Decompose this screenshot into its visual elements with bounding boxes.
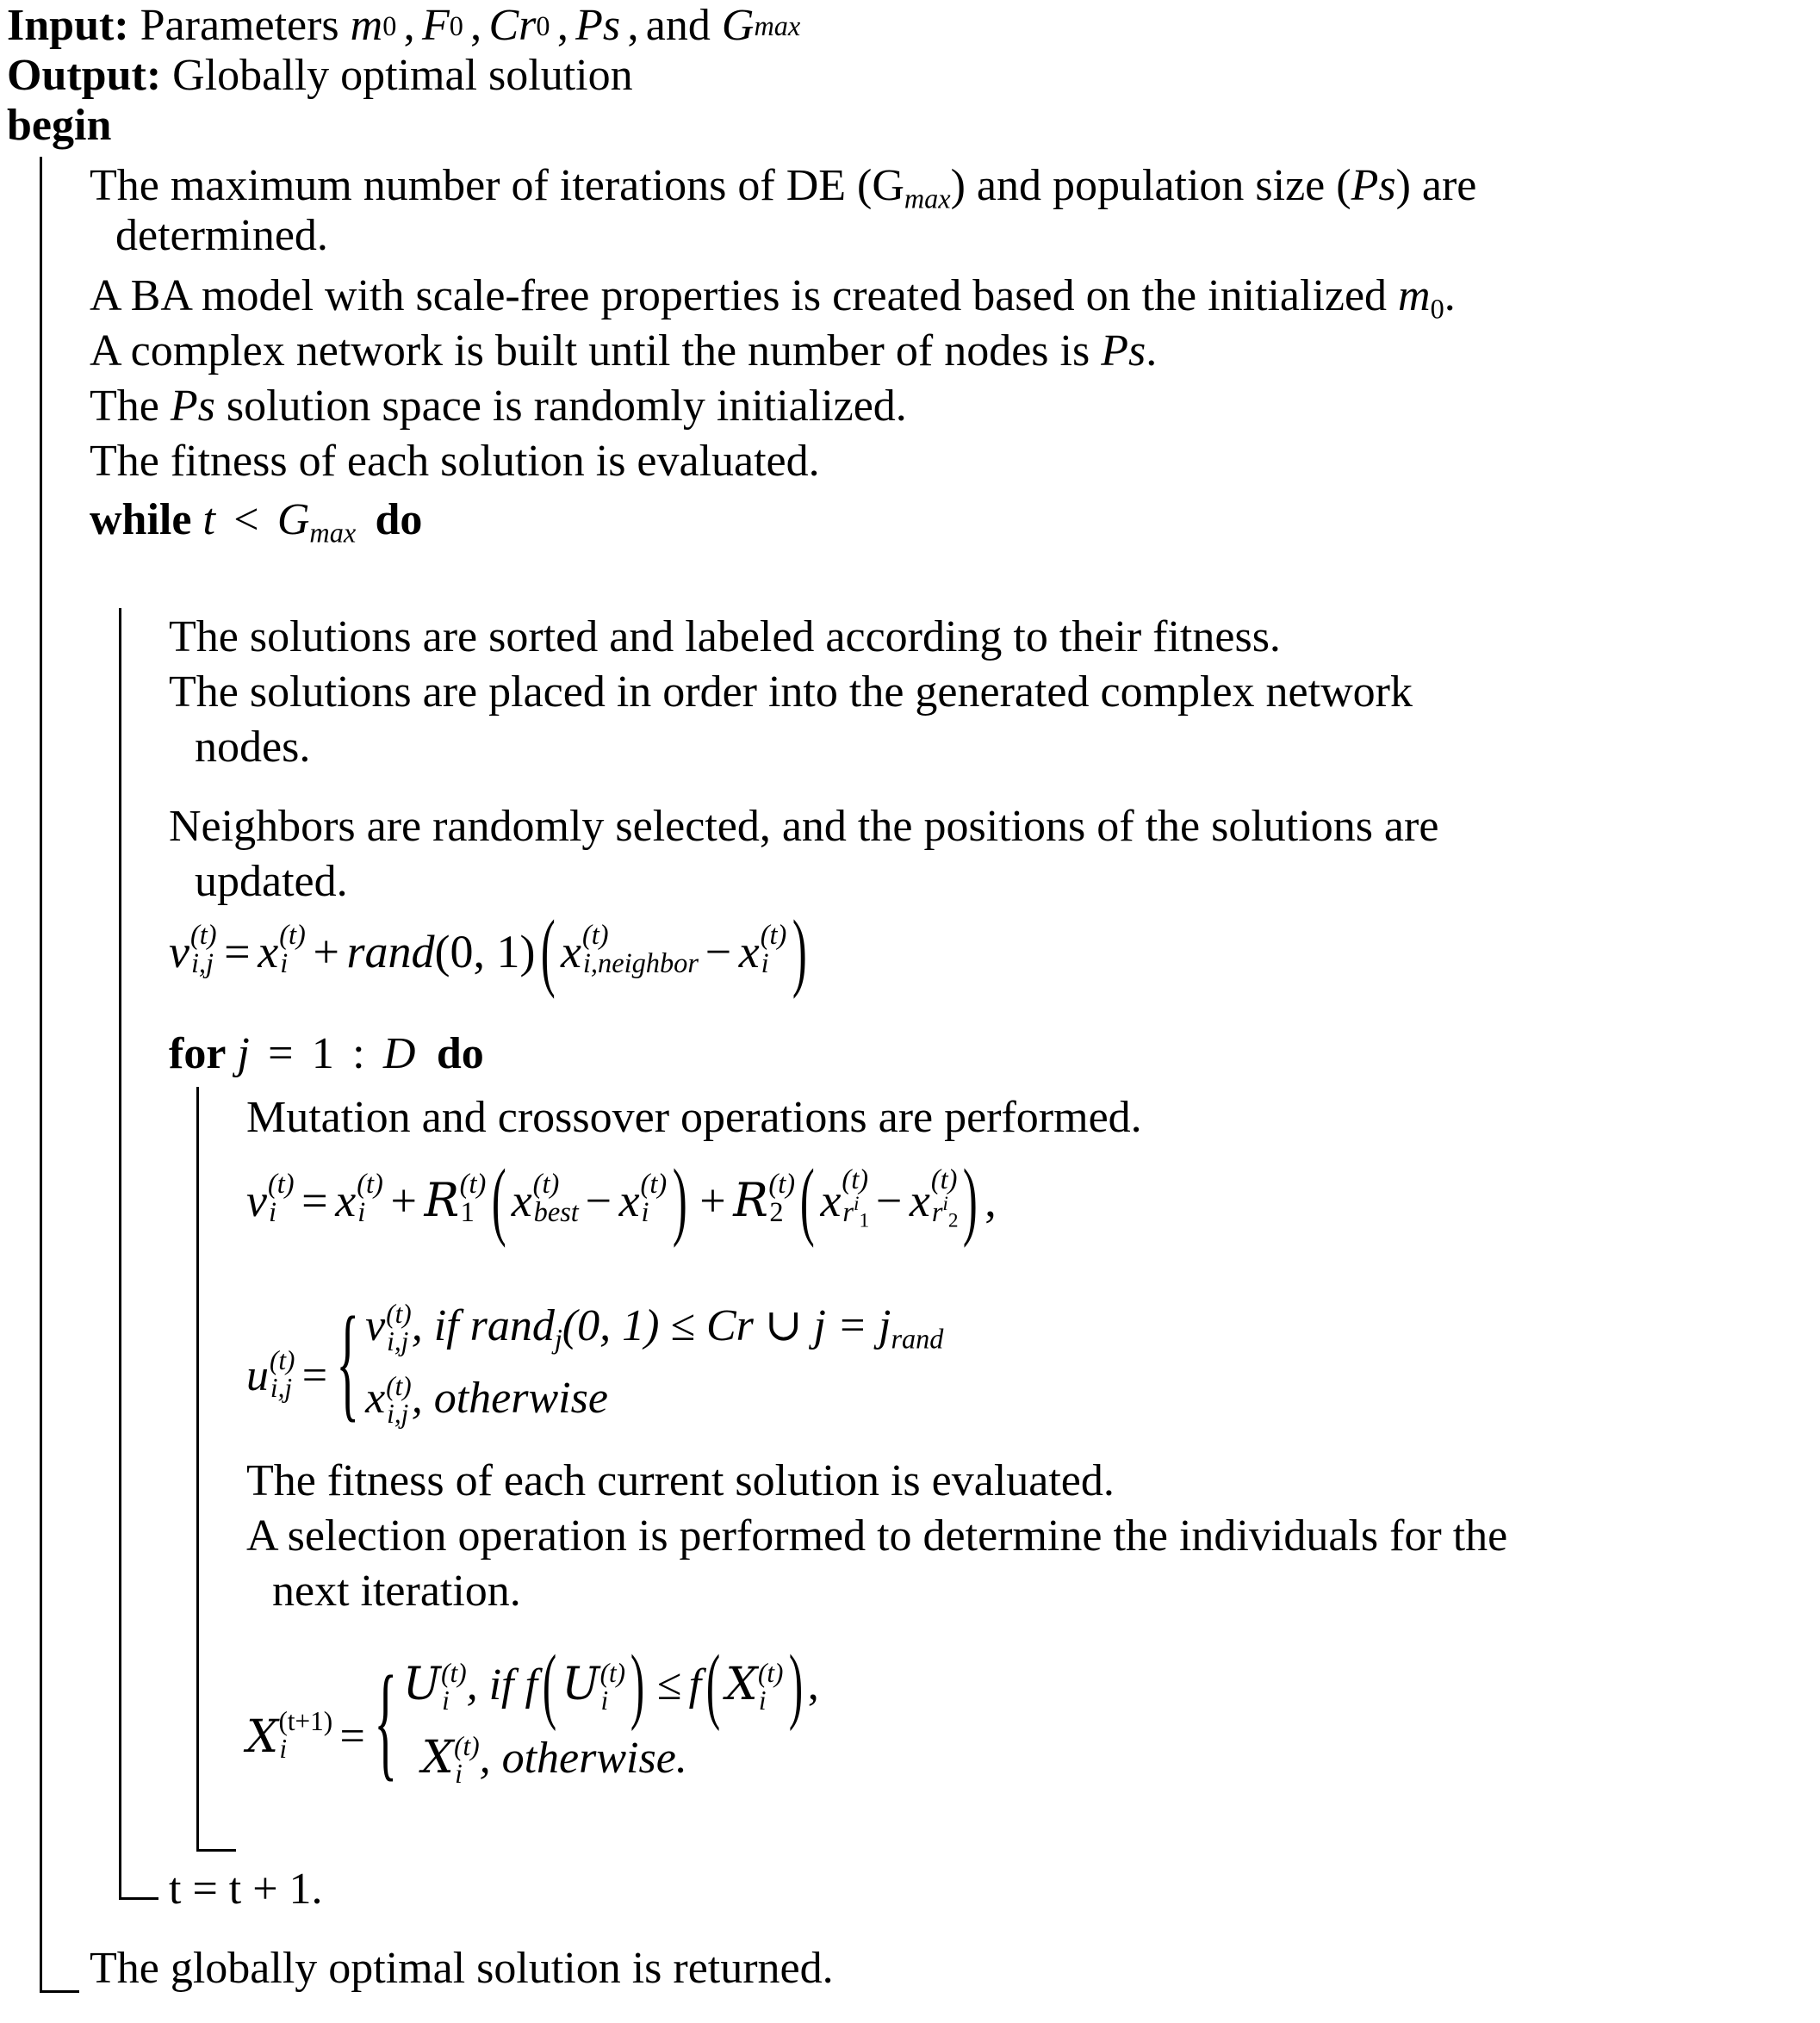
eq-vel-xi-sup: (t)	[760, 919, 787, 951]
while-do-keyword: do	[375, 495, 423, 544]
eq-cross-case1	[365, 1290, 943, 1362]
stmt-complex-network	[90, 326, 1158, 375]
eq-mut-xbest-sup: (t)	[532, 1168, 560, 1200]
output-text: Globally optimal solution	[172, 51, 633, 100]
eq-sel-case1-sup: (t)	[441, 1658, 467, 1689]
eq-cross-case2-otherwise: , otherwise	[411, 1374, 608, 1424]
eq-cross-case1-cond: (0, 1) ≤ Cr ∪ j = j	[562, 1301, 891, 1350]
eq-sel-case2	[403, 1722, 826, 1795]
eq-sel-case1-x-sup: (t)	[757, 1658, 784, 1689]
eq-vel-lhs-sup: (t)	[189, 919, 217, 951]
eq-vel-x-sup: (t)	[279, 919, 306, 951]
eq-cross-case1-randsub: j	[554, 1323, 562, 1355]
eq-mut-x-sup: (t)	[357, 1168, 383, 1200]
eq-cross-lhs-sup: (t)	[270, 1344, 295, 1375]
eq-vel-close-paren: )	[792, 902, 807, 1000]
eq-sel-case1: U (t) i , if f ( U (t) i ) ≤ f ( X (t) i ) ,	[403, 1648, 826, 1722]
eq-cross-case2	[365, 1362, 943, 1435]
while-var-g: G	[276, 495, 310, 544]
eq-vel-xi-sub: i	[761, 947, 769, 979]
eq-sel-case2-otherwise: , otherwise.	[479, 1734, 687, 1784]
eq-vel-xn-sup: (t)	[581, 919, 609, 951]
eq-mut-xi1-sub: i	[641, 1196, 649, 1228]
equation-mutation: v (t) i = x (t) i + R (t) 1 ( x (t) best − x (t) i ) + R (t) 2 ( x (t) $r^i_1$ − x (t) $r^i_2$ ) ,	[246, 1168, 1003, 1233]
eq-mut-r1: R	[424, 1173, 459, 1228]
stmt-mutation-crossover: Mutation and crossover operations are performed.	[246, 1093, 1142, 1142]
stmt-ba-sub: 0	[1430, 293, 1444, 325]
stmt-gmax-ps-line2: determined.	[115, 211, 328, 260]
while-block-foot	[119, 1897, 158, 1900]
eq-mut-xi1: x	[618, 1175, 640, 1227]
stmt-neighbors-line1: Neighbors are randomly selected, and the positions of the solutions are	[169, 802, 1439, 851]
while-g-sub: max	[309, 517, 357, 549]
eq-mut-r2: R	[733, 1173, 768, 1228]
eq-cross-case2-x: x	[365, 1374, 386, 1424]
eq-cross-case1-sub: i,j	[387, 1325, 409, 1356]
while-header	[90, 495, 423, 549]
input-params: m 0 , F 0 , Cr 0 , Ps , and G max	[350, 1, 801, 50]
eq-cross-case1-v: v	[365, 1301, 386, 1350]
eq-cross-case1-sup: (t)	[386, 1299, 412, 1330]
eq-sel-case2-sub: i	[455, 1759, 463, 1790]
eq-mut-r1-sub: 1	[460, 1196, 475, 1228]
eq-vel-plus: +	[313, 926, 339, 978]
eq-mut-xr1: x	[820, 1175, 842, 1227]
eq-mut-lhs: v	[246, 1175, 267, 1227]
stmt-gmax-ps-text-c: ) are	[1395, 161, 1477, 210]
for-do-keyword: do	[436, 1029, 484, 1078]
stmt-t-increment: t = t + 1.	[169, 1865, 323, 1914]
for-start: 1	[311, 1029, 334, 1078]
eq-sel-case1-x: X	[725, 1659, 757, 1710]
eq-sel-case1-x-sub: i	[758, 1685, 767, 1716]
eq-sel-lhs-sup: (t+1)	[278, 1705, 333, 1736]
eq-sel-case2-sup: (t)	[454, 1731, 480, 1762]
stmt-gmax-ps-var: Ps	[1351, 161, 1396, 210]
eq-cross-lhs-sub: i,j	[270, 1372, 293, 1403]
eq-mut-x: x	[335, 1175, 357, 1227]
for-block-rule	[196, 1087, 199, 1852]
eq-vel-x: x	[258, 926, 279, 978]
eq-mut-plus1: +	[390, 1175, 417, 1227]
eq-vel-xi: x	[738, 926, 760, 978]
while-var-t: t	[202, 495, 215, 544]
for-equals: =	[268, 1029, 294, 1078]
stmt-gmax-ps-text-a: The maximum number of iterations of DE (G	[90, 161, 904, 210]
eq-mut-xr1-sub: $r^i_1$	[842, 1192, 870, 1232]
eq-sel-case1-u: U	[402, 1659, 441, 1710]
eq-vel-lhs: v	[169, 926, 189, 978]
begin-keyword: begin	[7, 101, 112, 150]
eq-sel-case1-u2-sub: i	[600, 1685, 609, 1716]
eq-mut-lhs-sub: i	[268, 1196, 276, 1228]
eq-mut-xbest-sub: best	[533, 1196, 579, 1228]
eq-mut-xr2-sup: (t)	[930, 1164, 958, 1195]
eq-cross-case1-if: , if rand	[411, 1301, 555, 1350]
stmt-space-text-a: The	[90, 382, 171, 431]
while-less-than: <	[233, 495, 259, 544]
stmt-return-solution: The globally optimal solution is returned.	[90, 1944, 834, 1993]
eq-vel-rand: rand	[346, 926, 435, 978]
stmt-net-text: A complex network is built until the number of nodes is	[90, 326, 1102, 375]
for-keyword: for	[169, 1029, 227, 1078]
stmt-net-var: Ps	[1101, 326, 1146, 375]
for-header	[169, 1029, 484, 1078]
eq-mut-plus2: +	[699, 1175, 726, 1227]
stmt-fitness-eval: The fitness of each solution is evaluated.	[90, 437, 820, 486]
stmt-gmax-ps-text-b: ) and population size (	[950, 161, 1351, 210]
eq-vel-open-paren: (	[540, 902, 556, 1000]
eq-mut-equals: =	[301, 1175, 328, 1227]
input-label: Input	[7, 1, 115, 50]
eq-vel-minus: −	[705, 926, 732, 978]
eq-sel-case1-u2: U	[562, 1659, 599, 1710]
equation-velocity-update	[169, 902, 812, 1000]
eq-cross-equals: =	[301, 1350, 328, 1400]
eq-sel-case1-if: , if f	[466, 1660, 537, 1710]
eq-mut-lhs-sup: (t)	[267, 1168, 295, 1200]
eq-vel-equals: =	[224, 926, 251, 978]
eq-cross-brace: {	[336, 1289, 360, 1434]
eq-sel-case2-x: X	[421, 1732, 454, 1784]
while-keyword: while	[90, 495, 192, 544]
for-var-j: j	[237, 1029, 250, 1078]
eq-sel-case1-f2: f	[688, 1660, 702, 1710]
begin-block-rule	[40, 157, 42, 1993]
stmt-gmax-ps-line1	[90, 161, 1477, 214]
eq-vel-xn-sub: i,neighbor	[582, 947, 699, 979]
stmt-space-var: Ps	[170, 382, 215, 431]
eq-mut-xr2-sub: $r^i_2$	[931, 1192, 959, 1232]
eq-sel-lhs: X	[246, 1710, 278, 1763]
eq-mut-comma: ,	[985, 1175, 997, 1227]
eq-mut-minus1: −	[585, 1175, 612, 1227]
eq-sel-brace: {	[373, 1648, 397, 1793]
for-block-foot	[196, 1849, 236, 1852]
stmt-neighbors-line2: updated.	[195, 857, 348, 906]
stmt-ba-model	[90, 271, 1456, 325]
equation-crossover	[246, 1290, 943, 1435]
output-line: Output: Globally optimal solution	[7, 51, 633, 100]
while-block-rule	[119, 608, 121, 1900]
stmt-space-text-b: solution space is randomly initialized.	[214, 382, 907, 431]
eq-cross-case2-sup: (t)	[386, 1371, 412, 1402]
for-colon: :	[352, 1029, 365, 1078]
eq-vel-x-sub: i	[280, 947, 289, 979]
stmt-selection-line1: A selection operation is performed to determine the individuals for the	[246, 1511, 1508, 1561]
eq-mut-r1-sup: (t)	[459, 1168, 487, 1200]
stmt-selection-line2: next iteration.	[272, 1567, 521, 1616]
eq-sel-case1-u2-sup: (t)	[599, 1658, 626, 1689]
stmt-net-period: .	[1146, 326, 1158, 375]
eq-vel-lhs-sub: i,j	[190, 947, 214, 979]
eq-sel-case1-le: ≤	[656, 1660, 682, 1710]
stmt-placed-line1: The solutions are placed in order into the generated complex network	[169, 667, 1413, 717]
for-end-d: D	[382, 1029, 416, 1078]
stmt-gmax-sub: max	[904, 183, 951, 214]
eq-mut-r2-sup: (t)	[768, 1168, 795, 1200]
eq-mut-xr2: x	[909, 1175, 930, 1227]
stmt-ba-var: m	[1398, 271, 1431, 320]
stmt-ba-text: A BA model with scale-free properties is created based on the initialized	[90, 271, 1399, 320]
equation-selection	[246, 1638, 826, 1795]
eq-mut-r2-sub: 2	[769, 1196, 784, 1228]
eq-mut-x-sub: i	[357, 1196, 366, 1228]
eq-sel-case1-comma: ,	[807, 1660, 819, 1710]
begin-block-foot	[40, 1990, 79, 1993]
eq-cross-case2-sub: i,j	[387, 1399, 409, 1430]
eq-cross-case1-jrand: rand	[891, 1323, 944, 1355]
eq-mut-xr1-sup: (t)	[842, 1164, 868, 1195]
stmt-placed-line2: nodes.	[195, 723, 311, 772]
eq-cross-lhs: u	[246, 1350, 269, 1400]
stmt-solution-space	[90, 384, 907, 429]
eq-sel-lhs-sub: i	[279, 1733, 288, 1764]
eq-vel-rand-args: (0, 1)	[434, 926, 536, 978]
input-text: Parameters	[140, 1, 339, 50]
eq-sel-equals: =	[339, 1711, 365, 1761]
stmt-ba-period: .	[1444, 271, 1456, 320]
output-label: Output	[7, 51, 146, 100]
eq-mut-xi1-sup: (t)	[640, 1168, 668, 1200]
eq-vel-xn: x	[560, 926, 581, 978]
eq-mut-minus2: −	[875, 1175, 903, 1227]
input-line: Input: Parameters m 0 , F 0 , Cr 0 , Ps , and G max	[7, 1, 801, 50]
stmt-sorted-labeled: The solutions are sorted and labeled according to their fitness.	[169, 612, 1281, 661]
eq-sel-case1-sub: i	[442, 1685, 450, 1716]
stmt-fitness-current: The fitness of each current solution is evaluated.	[246, 1456, 1115, 1505]
eq-mut-xbest: x	[511, 1175, 532, 1227]
